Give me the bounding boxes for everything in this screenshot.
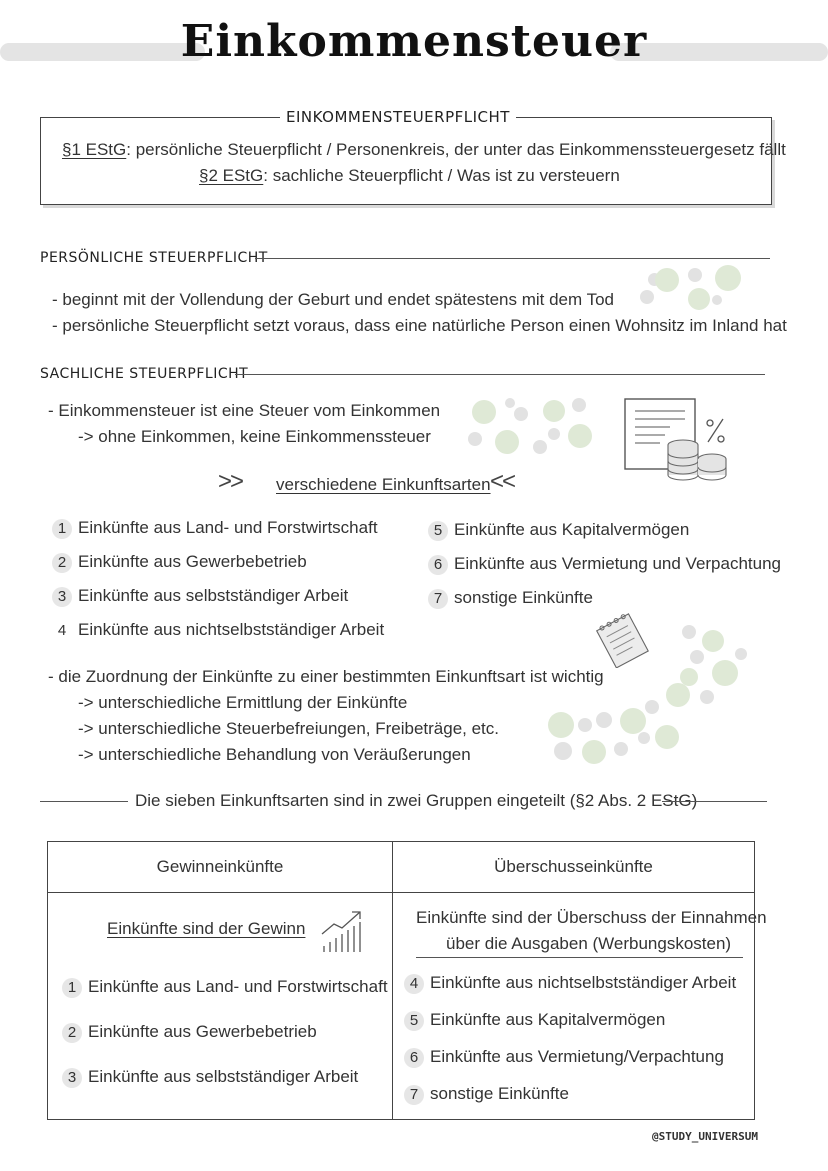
table-column-divider	[392, 842, 393, 1119]
decor-dot	[568, 424, 592, 448]
number-badge: 6	[404, 1048, 424, 1068]
number-badge: 6	[428, 555, 448, 575]
number-badge: 1	[62, 978, 82, 998]
list-item-label: Einkünfte aus Gewerbebetrieb	[88, 1022, 317, 1041]
zuordnung-sub-1: -> unterschiedliche Ermittlung der Einkünfte	[78, 693, 408, 712]
number-badge: 4	[404, 974, 424, 994]
zuordnung-sub-3: -> unterschiedliche Behandlung von Veräußerungen	[78, 745, 471, 764]
zuordnung-bullet: - die Zuordnung der Einkünfte zu einer bestimmten Einkunftsart ist wichtig	[48, 667, 604, 686]
caption-rule-right	[662, 801, 767, 802]
decor-dot	[472, 400, 496, 424]
list-item	[62, 977, 388, 1022]
ueberschuss-list	[404, 973, 736, 1121]
decor-dot	[554, 742, 572, 760]
persoenlich-bullet-2: - persönliche Steuerpflicht setzt voraus, dass eine natürliche Person einen Wohnsitz im Inland hat	[52, 316, 787, 335]
list-item	[62, 1067, 388, 1112]
number-badge: 5	[428, 521, 448, 541]
page-title: Einkommensteuer	[180, 16, 648, 67]
number-badge: 7	[404, 1085, 424, 1105]
list-item	[52, 620, 384, 654]
persoenlich-rule	[255, 258, 770, 259]
decor-dot	[715, 265, 741, 291]
steuerpflicht-heading: EINKOMMENSTEUERPFLICHT	[280, 108, 516, 126]
einkunftsarten-banner	[218, 470, 548, 500]
estg-2-text: : sachliche Steuerpflicht / Was ist zu versteuern	[263, 166, 620, 185]
number-badge: 2	[52, 553, 72, 573]
decor-dot	[548, 712, 574, 738]
decor-dot	[655, 725, 679, 749]
list-item-label: Einkünfte aus selbstständiger Arbeit	[78, 586, 349, 605]
decor-dot	[645, 700, 659, 714]
list-item-label: Einkünfte aus selbstständiger Arbeit	[88, 1067, 359, 1086]
decor-dot	[468, 432, 482, 446]
estg-1-text: : persönliche Steuerpflicht / Personenkreis, der unter das Einkommenssteuergesetz fällt	[126, 140, 786, 159]
list-item-label: Einkünfte aus Land- und Forstwirtschaft	[78, 518, 378, 537]
list-item-label: Einkünfte aus Land- und Forstwirtschaft	[88, 977, 388, 996]
decor-dot	[620, 708, 646, 734]
steuerpflicht-line-1	[62, 140, 786, 160]
ueberschuss-definition-2: über die Ausgaben (Werbungskosten)	[446, 934, 732, 953]
ueberschuss-definition-1: Einkünfte sind der Überschuss der Einnahmen	[416, 908, 767, 927]
decor-dot	[688, 288, 710, 310]
decor-dot	[495, 430, 519, 454]
decor-dot	[690, 650, 704, 664]
tax-document-icon	[620, 397, 730, 487]
caption-rule-left	[40, 801, 128, 802]
list-item-label: sonstige Einkünfte	[454, 588, 593, 607]
decor-dot	[735, 648, 747, 660]
decor-dot	[596, 712, 612, 728]
estg-1-ref: §1 EStG	[62, 140, 127, 159]
steuerpflicht-box	[40, 117, 772, 205]
decor-dot	[638, 732, 650, 744]
estg-2-ref: §2 EStG	[199, 166, 264, 185]
decor-dot	[702, 630, 724, 652]
number-badge: 4	[57, 622, 67, 639]
list-item	[404, 1047, 736, 1084]
arrow-right-marks: >>	[218, 468, 243, 495]
number-badge: 2	[62, 1023, 82, 1043]
decor-dot	[655, 268, 679, 292]
decor-dot	[666, 683, 690, 707]
sachlich-heading: SACHLICHE STEUERPFLICHT	[40, 366, 249, 382]
persoenlich-heading: PERSÖNLICHE STEUERPFLICHT	[40, 250, 268, 266]
decor-dot	[543, 400, 565, 422]
table-header-gewinn: Gewinneinkünfte	[156, 857, 284, 876]
decor-dot	[682, 625, 696, 639]
table-header-ueberschuss: Überschusseinkünfte	[494, 857, 653, 876]
number-badge: 3	[52, 587, 72, 607]
decor-dot	[712, 660, 738, 686]
gruppen-caption: Die sieben Einkunftsarten sind in zwei Gruppen eingeteilt (§2 Abs. 2 EStG)	[135, 791, 698, 810]
decor-dot	[533, 440, 547, 454]
decor-dot	[640, 290, 654, 304]
list-item	[428, 554, 781, 588]
notepad-icon	[592, 612, 652, 668]
decor-dot	[514, 407, 528, 421]
ueberschuss-definition-rule	[416, 957, 743, 958]
steuerpflicht-line-2	[199, 166, 620, 186]
sachlich-bullet: - Einkommensteuer ist eine Steuer vom Einkommen	[48, 401, 441, 420]
einkunftsarten-left-list	[52, 518, 384, 654]
author-handle: @STUDY_UNIVERSUM	[652, 1130, 758, 1143]
list-item	[62, 1022, 388, 1067]
list-item	[428, 520, 781, 554]
zuordnung-sub-2: -> unterschiedliche Steuerbefreiungen, Freibeträge, etc.	[78, 719, 499, 738]
arrow-left-marks: <<	[490, 468, 515, 495]
gewinn-list	[62, 977, 388, 1112]
number-badge: 7	[428, 589, 448, 609]
sachlich-rule	[235, 374, 765, 375]
list-item-label: Einkünfte aus Kapitalvermögen	[430, 1010, 666, 1029]
list-item	[404, 1084, 736, 1121]
list-item	[52, 518, 384, 552]
list-item-label: Einkünfte aus Gewerbebetrieb	[78, 552, 307, 571]
list-item-label: Einkünfte aus Kapitalvermögen	[454, 520, 690, 539]
list-item-label: Einkünfte aus nichtselbstständiger Arbeit	[78, 620, 385, 639]
list-item	[52, 552, 384, 586]
einkunftsarten-right-list	[428, 520, 781, 622]
list-item-label: Einkünfte aus Vermietung und Verpachtung	[454, 554, 782, 573]
decor-dot	[548, 428, 560, 440]
decor-dot	[700, 690, 714, 704]
decor-dot	[578, 718, 592, 732]
einkunftsgruppen-table	[47, 841, 767, 1120]
decor-dot	[505, 398, 515, 408]
decor-dot	[572, 398, 586, 412]
list-item-label: Einkünfte aus Vermietung/Verpachtung	[430, 1047, 724, 1066]
gewinn-definition: Einkünfte sind der Gewinn	[107, 919, 306, 938]
list-item	[404, 1010, 736, 1047]
sachlich-sub: -> ohne Einkommen, keine Einkommenssteuer	[78, 427, 431, 446]
decor-dot	[582, 740, 606, 764]
growth-chart-icon	[320, 908, 364, 954]
number-badge: 5	[404, 1011, 424, 1031]
persoenlich-bullet-1: - beginnt mit der Vollendung der Geburt und endet spätestens mit dem Tod	[52, 290, 614, 309]
number-badge: 3	[62, 1068, 82, 1088]
list-item-label: Einkünfte aus nichtselbstständiger Arbeit	[430, 973, 737, 992]
number-badge: 1	[52, 519, 72, 539]
decor-dot	[712, 295, 722, 305]
table-header-divider	[48, 892, 754, 893]
list-item	[52, 586, 384, 620]
decor-dot	[688, 268, 702, 282]
decor-dot	[614, 742, 628, 756]
list-item-label: sonstige Einkünfte	[430, 1084, 569, 1103]
list-item	[404, 973, 736, 1010]
einkunftsarten-label: verschiedene Einkunftsarten	[276, 475, 491, 494]
